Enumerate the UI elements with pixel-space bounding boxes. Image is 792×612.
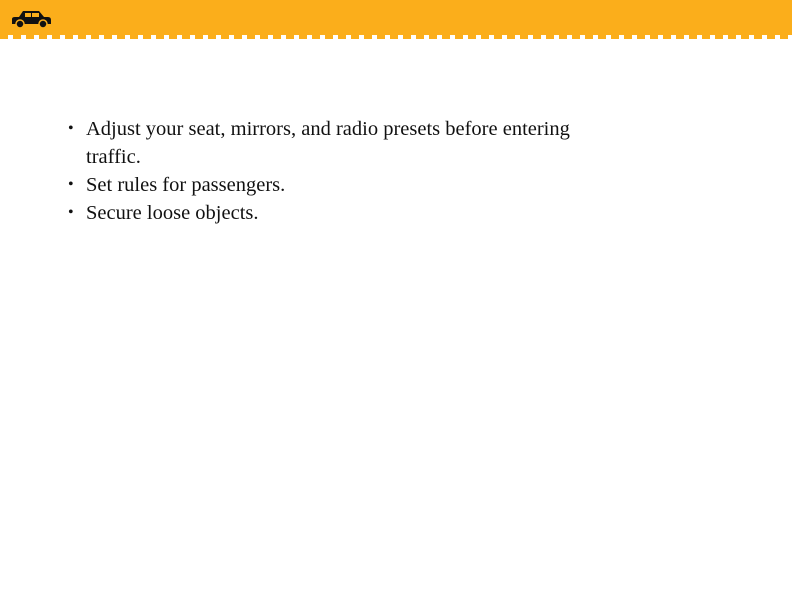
header-dash bbox=[390, 35, 398, 39]
header-dash bbox=[741, 35, 749, 39]
header-dash bbox=[728, 35, 736, 39]
header-dash bbox=[676, 35, 684, 39]
header-dash bbox=[442, 35, 450, 39]
header-dash bbox=[273, 35, 281, 39]
header-dash bbox=[650, 35, 658, 39]
header-dash bbox=[559, 35, 567, 39]
header-dash bbox=[39, 35, 47, 39]
header-dash bbox=[143, 35, 151, 39]
header-dash bbox=[156, 35, 164, 39]
header-dash bbox=[312, 35, 320, 39]
header-dash bbox=[715, 35, 723, 39]
car-icon bbox=[10, 9, 52, 29]
header-dash bbox=[247, 35, 255, 39]
header-dash bbox=[533, 35, 541, 39]
header-dash bbox=[416, 35, 424, 39]
header-dash bbox=[689, 35, 697, 39]
header-dash bbox=[611, 35, 619, 39]
header-dash bbox=[572, 35, 580, 39]
header-dash bbox=[169, 35, 177, 39]
header-dash bbox=[195, 35, 203, 39]
header-dash bbox=[0, 35, 8, 39]
header-dash bbox=[221, 35, 229, 39]
header-dash bbox=[429, 35, 437, 39]
header-dash bbox=[65, 35, 73, 39]
bullet-list bbox=[68, 115, 588, 227]
header-dash bbox=[351, 35, 359, 39]
header-dash bbox=[91, 35, 99, 39]
header-dash bbox=[702, 35, 710, 39]
header-dash bbox=[468, 35, 476, 39]
bullet-item: • Set rules for passengers. bbox=[68, 171, 588, 199]
header-dash bbox=[78, 35, 86, 39]
header-dash bbox=[377, 35, 385, 39]
header-dash bbox=[325, 35, 333, 39]
header-dash bbox=[130, 35, 138, 39]
header-dash bbox=[624, 35, 632, 39]
header-dash bbox=[780, 35, 788, 39]
header-dash bbox=[364, 35, 372, 39]
header-dash bbox=[585, 35, 593, 39]
header-dash bbox=[286, 35, 294, 39]
header-dash bbox=[507, 35, 515, 39]
bullet-item: • Secure loose objects. bbox=[68, 199, 588, 227]
header-dash bbox=[117, 35, 125, 39]
header-dash bbox=[598, 35, 606, 39]
header-dash bbox=[455, 35, 463, 39]
header-dash bbox=[26, 35, 34, 39]
header-dash bbox=[260, 35, 268, 39]
bullet-item: • Adjust your seat, mirrors, and radio presets before entering traffic. bbox=[68, 115, 588, 171]
header-dash bbox=[546, 35, 554, 39]
header-dash bbox=[13, 35, 21, 39]
header-dash bbox=[403, 35, 411, 39]
header-dash bbox=[182, 35, 190, 39]
header-dash bbox=[520, 35, 528, 39]
header-dash bbox=[104, 35, 112, 39]
header-dash bbox=[299, 35, 307, 39]
header-dash bbox=[637, 35, 645, 39]
header-dash bbox=[208, 35, 216, 39]
header-dash bbox=[767, 35, 775, 39]
header-dash bbox=[481, 35, 489, 39]
header-dash bbox=[663, 35, 671, 39]
header-dash bbox=[494, 35, 502, 39]
header-dash bbox=[234, 35, 242, 39]
header-dash bbox=[338, 35, 346, 39]
header-dash bbox=[52, 35, 60, 39]
header-dash bbox=[754, 35, 762, 39]
header-band bbox=[0, 0, 792, 40]
